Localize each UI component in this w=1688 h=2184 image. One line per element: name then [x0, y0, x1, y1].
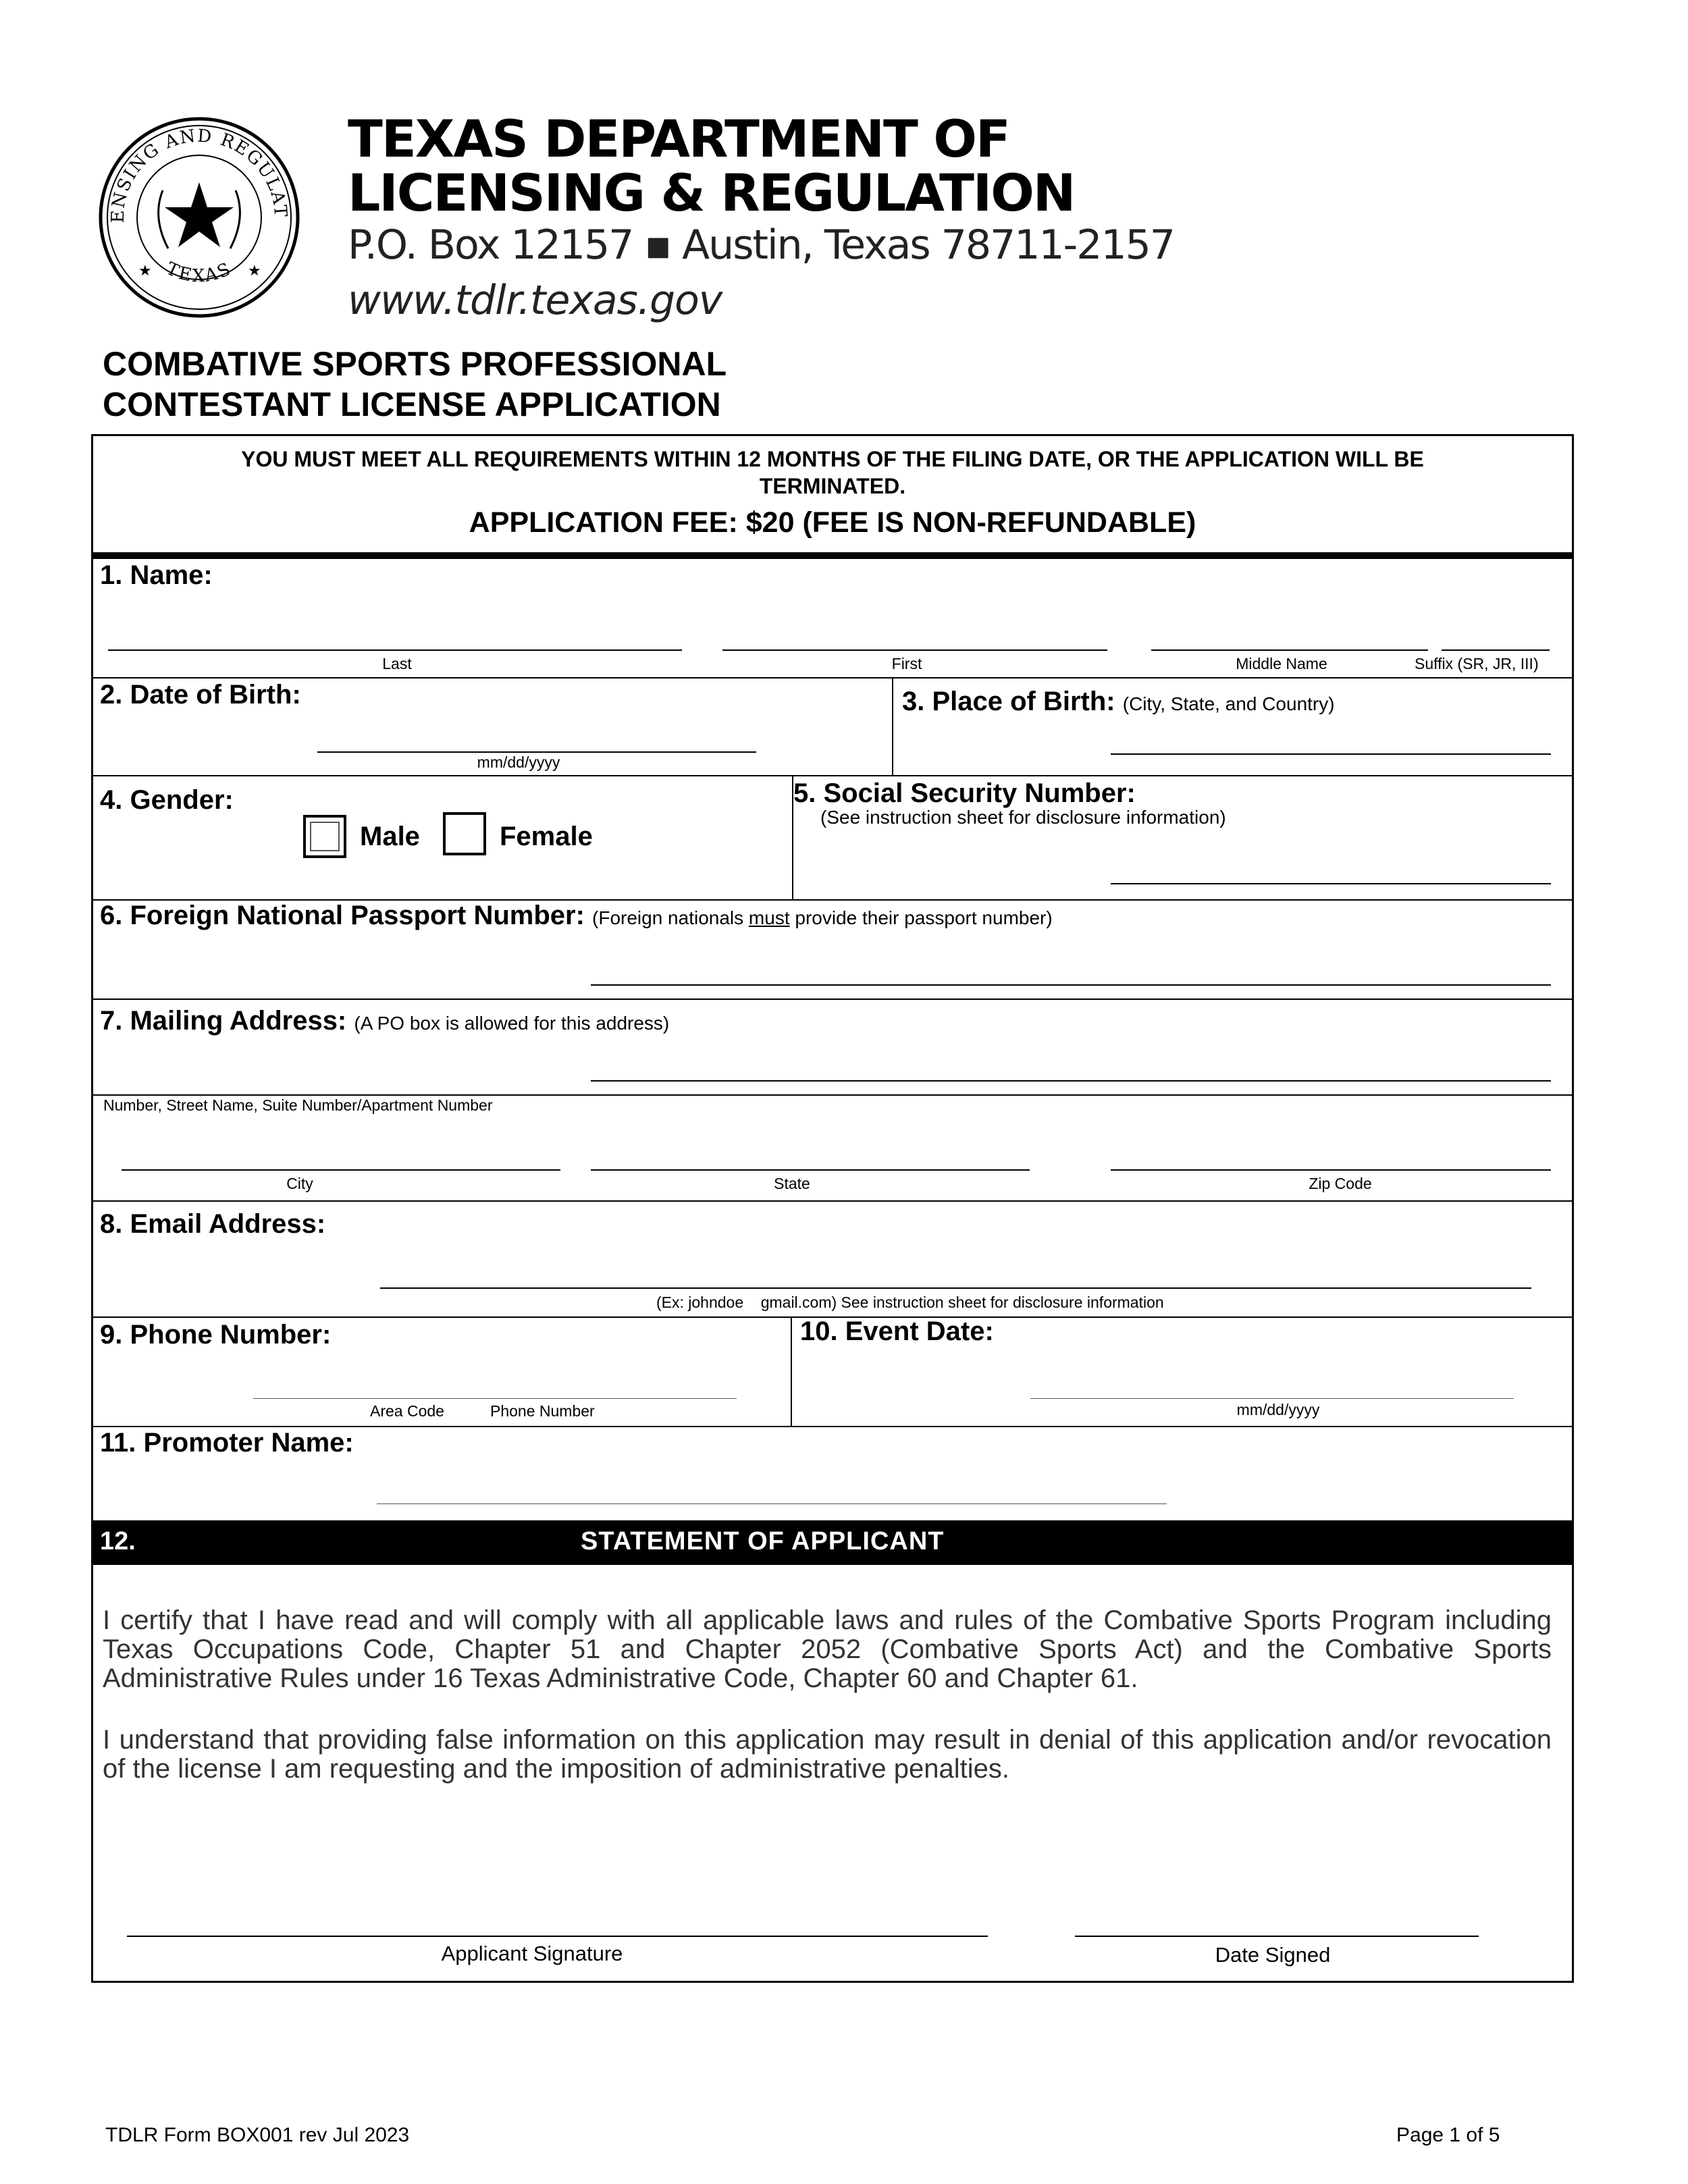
- application-fee: APPLICATION FEE: $20 (FEE IS NON-REFUNDABLE): [469, 506, 1196, 539]
- suffix-field[interactable]: [1442, 649, 1550, 651]
- email-caption: (Ex: johndoe gmail.com) See instruction sheet for disclosure information: [656, 1294, 1164, 1311]
- org-name-line1: TEXAS DEPARTMENT OF: [348, 109, 1009, 169]
- date-signed-caption: Date Signed: [1215, 1943, 1331, 1967]
- promoter-field[interactable]: [377, 1503, 1167, 1504]
- row-divider-1: [91, 677, 1574, 678]
- male-label: Male: [360, 822, 420, 851]
- email-field[interactable]: [380, 1287, 1531, 1289]
- dob-label: 2. Date of Birth:: [100, 680, 301, 710]
- seal-ring-text-bottom: TEXAS: [163, 258, 236, 287]
- state-field[interactable]: [591, 1169, 1030, 1171]
- zip-code-field[interactable]: [1111, 1169, 1551, 1171]
- date-signed-field[interactable]: [1075, 1936, 1479, 1937]
- requirement-notice-line2: TERMINATED.: [759, 474, 906, 498]
- passport-label: [100, 901, 1053, 931]
- dob-pob-divider: [892, 677, 893, 775]
- mailing-label-text: 7. Mailing Address:: [100, 1006, 347, 1036]
- row-divider-8: [91, 1426, 1574, 1427]
- passport-field[interactable]: [591, 984, 1551, 986]
- city-field[interactable]: [122, 1169, 560, 1171]
- passport-label-text: 6. Foreign National Passport Number:: [100, 901, 585, 930]
- pob-label: [902, 687, 1335, 717]
- middle-name-caption: Middle Name: [1236, 655, 1327, 672]
- svg-text:TEXAS: [163, 259, 235, 286]
- requirement-notice: [91, 446, 1574, 500]
- statement-paragraph-2: I understand that providing false information on this application may result in denial of this application and/or revocation of the license I am requesting and the imposition of administrative penalties.: [103, 1725, 1552, 1784]
- org-name-line2: LICENSING & REGULATION: [348, 163, 1075, 223]
- mailing-note: (A PO box is allowed for this address): [354, 1013, 670, 1034]
- dob-field[interactable]: [317, 751, 756, 753]
- ssn-field[interactable]: [1111, 883, 1551, 884]
- pob-field[interactable]: [1111, 753, 1551, 755]
- event-date-label: 10. Event Date:: [800, 1316, 994, 1346]
- org-website: www.tdlr.texas.gov: [348, 277, 722, 324]
- promoter-label: 11. Promoter Name:: [100, 1428, 354, 1458]
- street-address-field[interactable]: [591, 1080, 1551, 1082]
- row-divider-5: [91, 1094, 1574, 1096]
- phone-number-caption: Phone Number: [490, 1402, 595, 1420]
- dob-caption: mm/dd/yyyy: [477, 753, 560, 771]
- pob-note: (City, State, and Country): [1122, 693, 1335, 714]
- zip-code-caption: Zip Code: [1309, 1175, 1372, 1192]
- female-label: Female: [500, 822, 593, 851]
- requirement-notice-line1: YOU MUST MEET ALL REQUIREMENTS WITHIN 12 MONTHS OF THE FILING DATE, OR THE APPLICATION WILL BE: [241, 447, 1424, 471]
- form-title-line2: CONTESTANT LICENSE APPLICATION: [103, 385, 721, 423]
- page-number: Page 1 of 5: [1396, 2124, 1500, 2146]
- event-date-caption: mm/dd/yyyy: [1236, 1401, 1320, 1418]
- first-name-field[interactable]: [722, 649, 1107, 651]
- phone-label: 9. Phone Number:: [100, 1320, 332, 1350]
- area-code-caption: Area Code: [370, 1402, 444, 1420]
- ssn-label: 5. Social Security Number:: [793, 778, 1136, 808]
- pob-label-text: 3. Place of Birth:: [902, 687, 1115, 716]
- statement-title: STATEMENT OF APPLICANT: [581, 1527, 945, 1555]
- last-name-field[interactable]: [108, 649, 682, 651]
- statement-paragraph-1: I certify that I have read and will comply with all applicable laws and rules of the Combative Sports Program including Texas Occupations Code, Chapter 51 and Chapter 2052 (Combative Sports Act) and the Combative Sports Administrative Rules under 16 Texas Administrative Code, Chapter 60 and Chapter 61.: [103, 1605, 1552, 1693]
- state-caption: State: [774, 1175, 810, 1192]
- seal-ring-text: ENSING AND REGULAT: [107, 126, 291, 223]
- applicant-signature-caption: Applicant Signature: [441, 1942, 623, 1965]
- event-date-field[interactable]: [1030, 1398, 1514, 1399]
- phone-field[interactable]: [253, 1398, 737, 1399]
- seal-star-left-icon: ★: [138, 262, 152, 279]
- passport-note-post: provide their passport number): [789, 907, 1053, 928]
- phone-event-divider: [791, 1316, 792, 1426]
- mailing-label: [100, 1006, 669, 1036]
- last-name-caption: Last: [382, 655, 412, 672]
- middle-name-field[interactable]: [1151, 649, 1428, 651]
- suffix-caption: Suffix (SR, JR, III): [1415, 655, 1539, 672]
- email-label: 8. Email Address:: [100, 1209, 326, 1239]
- male-checkbox[interactable]: [303, 815, 346, 858]
- notice-divider: [91, 552, 1574, 559]
- row-divider-2: [91, 775, 1574, 776]
- ssn-note: (See instruction sheet for disclosure information): [820, 807, 1226, 828]
- male-checkbox-inner: [310, 822, 340, 851]
- row-divider-6: [91, 1200, 1574, 1202]
- street-address-caption: Number, Street Name, Suite Number/Apartment Number: [103, 1096, 493, 1114]
- row-divider-4: [91, 998, 1574, 1000]
- city-caption: City: [286, 1175, 313, 1192]
- form-id: TDLR Form BOX001 rev Jul 2023: [105, 2124, 410, 2146]
- first-name-caption: First: [891, 655, 922, 672]
- org-address: P.O. Box 12157 ▪ Austin, Texas 78711-2157: [348, 221, 1174, 269]
- passport-note-must: must: [748, 907, 790, 928]
- statement-number: 12.: [100, 1527, 136, 1555]
- gender-label: 4. Gender:: [100, 785, 234, 815]
- seal-star-right-icon: ★: [248, 262, 261, 279]
- female-checkbox[interactable]: [443, 812, 486, 855]
- passport-note-pre: (Foreign nationals: [592, 907, 749, 928]
- name-label: 1. Name:: [100, 560, 213, 590]
- tdlr-seal: [98, 116, 300, 319]
- applicant-signature-field[interactable]: [127, 1936, 988, 1937]
- form-title-line1: COMBATIVE SPORTS PROFESSIONAL: [103, 345, 727, 383]
